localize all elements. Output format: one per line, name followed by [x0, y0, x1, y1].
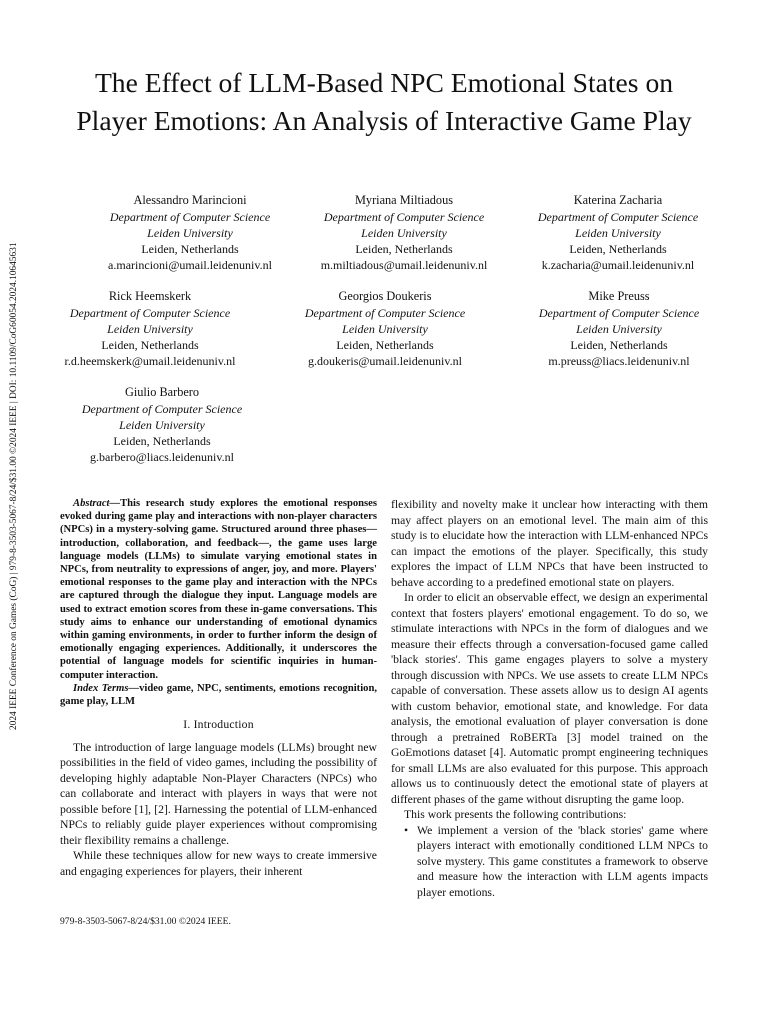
author-name: Alessandro Marincioni	[133, 193, 247, 207]
section-heading: I. Introduction	[183, 718, 254, 732]
author-block	[504, 288, 734, 369]
author-university: Leiden University	[147, 226, 233, 240]
author-location: Leiden, Netherlands	[569, 242, 667, 256]
author-email: k.zacharia@umail.leidenuniv.nl	[541, 258, 695, 272]
author-email: r.d.heemskerk@umail.leidenuniv.nl	[64, 354, 236, 368]
author-block	[270, 288, 500, 369]
body-paragraph: In order to elicit an observable effect, we design an experimental context that fosters players' emotional engagement. To do so, we stimulate interactions with NPCs in the form of dialogues and we measure their effects through a conversation-focused game called 'black stories'. This game engages players to solve a mystery through discussion with NPCs. We use assets to create LLM NPCs capable of conversation. These assets allow us to design AI agents with custom behavior, emotional state, and knowledge. For data analysis, the emotional evaluation of player conversation is done through a pretrained RoBERTa [3] model trained on the GoEmotions dataset [4]. Automatic prompt engineering techniques for small LLMs are also evaluated for this purpose. This approach allows us to continuously detect the emotional state of players at different phases of the game without disrupting the game loop.	[391, 591, 708, 806]
author-location: Leiden, Netherlands	[101, 338, 199, 352]
index-terms-label: Index Terms—	[73, 682, 140, 694]
author-university: Leiden University	[342, 322, 428, 336]
author-name: Georgios Doukeris	[338, 289, 432, 303]
author-block	[35, 288, 265, 369]
author-department: Department of Computer Science	[537, 210, 699, 224]
author-name: Katerina Zacharia	[573, 193, 663, 207]
copyright-notice: 979-8-3503-5067-8/24/$31.00 ©2024 IEEE.	[60, 916, 231, 927]
author-location: Leiden, Netherlands	[336, 338, 434, 352]
left-column	[60, 497, 377, 879]
author-name: Mike Preuss	[588, 289, 650, 303]
body-paragraph: flexibility and novelty make it unclear how interacting with them may affect players on an emotional level. The main aim of this study is to elucidate how the interaction with LLM-enhanced NPCs can impact the emotions of the player. Specifically, this study explores the impact of LLM NPCs that have been instructed to behave according to a predefined emotional state on players.	[391, 498, 708, 589]
author-location: Leiden, Netherlands	[141, 242, 239, 256]
conference-doi-note: 2024 IEEE Conference on Games (CoG) | 979-8-3503-5067-8/24/$31.00 ©2024 IEEE | DOI: 10.1109/CoG60054.2024.10645631	[9, 242, 19, 730]
author-university: Leiden University	[575, 226, 661, 240]
author-block	[47, 384, 277, 465]
author-location: Leiden, Netherlands	[570, 338, 668, 352]
author-email: a.marincioni@umail.leidenuniv.nl	[108, 258, 272, 272]
author-university: Leiden University	[576, 322, 662, 336]
author-block	[289, 192, 519, 273]
author-email: m.miltiadous@umail.leidenuniv.nl	[320, 258, 488, 272]
index-terms-text: video game, NPC, sentiments, emotions recognition, game play, LLM	[60, 682, 377, 708]
author-department: Department of Computer Science	[69, 306, 231, 320]
abstract	[60, 497, 377, 682]
body-paragraph: While these techniques allow for new ways to create immersive and engaging experiences for players, their inherent	[60, 849, 377, 878]
body-paragraph: The introduction of large language models (LLMs) brought new possibilities in the field of video games, including the possibility of developing highly adaptable Non-Player Characters (NPCs) who can collaborate and interact with players in ways that were not possible before [1], [2]. Harnessing the potential of LLM-enhanced NPCs to reliably guide player experiences without compromising their flexibility remains a challenge.	[60, 740, 377, 847]
author-department: Department of Computer Science	[304, 306, 466, 320]
right-column	[391, 497, 708, 900]
author-department: Department of Computer Science	[538, 306, 700, 320]
author-name: Myriana Miltiadous	[354, 193, 454, 207]
author-block	[75, 192, 305, 273]
author-name: Rick Heemskerk	[108, 289, 192, 303]
author-email: g.doukeris@umail.leidenuniv.nl	[308, 354, 462, 368]
abstract-label: Abstract—	[73, 498, 121, 509]
author-department: Department of Computer Science	[323, 210, 485, 224]
index-terms	[60, 682, 377, 708]
author-block	[503, 192, 733, 273]
abstract-text: This research study explores the emotional responses evoked during game play and interactions with non-player characters (NPCs) in a mystery-solving game. Structured around three phases—introduction, collaboration, and feedback—, the game uses large language models (LLMs) to simulate varying emotional states in NPCs, from neutrality to expressions of anger, joy, and more. Players' emotional responses to the game play and interaction with the NPCs are captured through the dialogue they input. Language models are used to extract emotion scores from these in-game conversations. This study aims to enhance our understanding of emotional dynamics within gaming environments, in order to further inform the design of emotionally engaging experiences. Additionally, it underscores the potential of language models for scientific inquiries in human-computer interaction.	[60, 498, 377, 681]
author-department: Department of Computer Science	[81, 402, 243, 416]
author-location: Leiden, Netherlands	[113, 434, 211, 448]
author-university: Leiden University	[361, 226, 447, 240]
body-paragraph: This work presents the following contributions:	[404, 808, 627, 821]
author-name: Giulio Barbero	[124, 385, 200, 399]
author-university: Leiden University	[119, 418, 205, 432]
author-location: Leiden, Netherlands	[355, 242, 453, 256]
list-item: • We implement a version of the 'black stories' game where players interact with emotionally conditioned LLM NPCs to solve mystery. This game constitutes a framework to observe and measure how the interaction with LLM agents impacts player emotions.	[391, 823, 708, 901]
paper-title: The Effect of LLM-Based NPC Emotional States on Player Emotions: An Analysis of Interactive Game Play	[76, 67, 692, 136]
side-margin-note	[9, 240, 23, 730]
contribution-list	[391, 823, 708, 901]
author-university: Leiden University	[107, 322, 193, 336]
author-email: g.barbero@liacs.leidenuniv.nl	[90, 450, 234, 464]
author-department: Department of Computer Science	[109, 210, 271, 224]
author-email: m.preuss@liacs.leidenuniv.nl	[548, 354, 690, 368]
